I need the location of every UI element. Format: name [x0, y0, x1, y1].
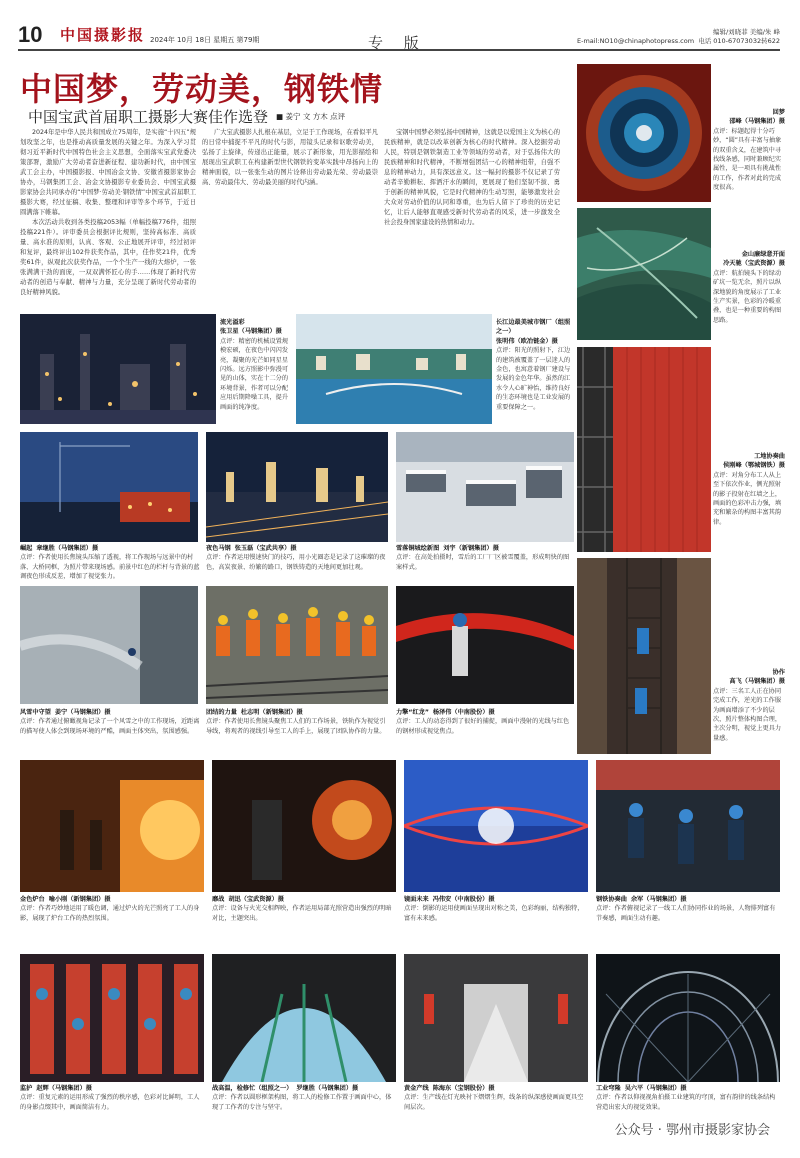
mine-aerial-icon: [577, 208, 711, 340]
caption-photo-3: 流光溢彩 张卫星（马钢集团）摄 点评：精密的机械设置规模宏硕，在夜色中闪闪发亮，凝聚的光芒如同星星闪烁。远方照影中弥漫可见的山体，实在十二分的环境背景，作者可以分配应用后期降噪工具，提升画面的纯净度。: [220, 319, 289, 411]
paragraph: 广大宝武摄影人扎根在基层，立足于工作现场，在看似平凡的日常中捕捉不平凡的时代与影，用镜头记录和讴歌劳动美，弘扬了主旋律，传递出正能量，展示了新形象，用光影描绘和展现出宝武职工在构建新型世代钢铁的变革实践中昂扬向上的精神面貌，以一张张生动的图片诠释出劳动最光荣、劳动最崇高、劳动最伟大、劳动最美丽的时代内涵。: [202, 129, 378, 186]
editors: 编辑/刘晓菲 美编/朱 峰: [712, 28, 780, 36]
caption-photo-20: 工业穹隆 吴六平（马钢集团）摄 点评：作者以仰视视角拍摄工业建筑的穹顶，富有韵律的线条结构营造出宏大的视觉效果。: [596, 1085, 776, 1111]
caption-photo-18: 战高温，检修忙（组照之一） 罗继胜（马钢集团）摄 点评：作者以圆形框架构图，将工人的检修工作置于画面中心，体现了工作者的专注与坚守。: [212, 1085, 392, 1111]
caption-photo-16: 钢铁协奏曲 余军（马钢集团）摄 点评：作者俯视记录了一线工人们协同作业的场景，人物排列富有节奏感，画面生动有趣。: [596, 896, 776, 922]
photo-golden-furnace: [20, 760, 204, 892]
photo-snow: [396, 432, 574, 542]
article-column-3: [384, 128, 560, 306]
paragraph: 2024年是中华人民共和国成立75周年，是实施“十四五”规划攻坚之年，也是推动高质量发展的关键之年。为深入学习贯彻习近平新时代中国特色社会主义思想，全面落实宝武党委决策部署，激励广大劳动者奋进新征程、建功新时代，由中国宝武工会主办，中国摄影报、中国冶金文协、安徽省摄影家协会协办，马钢集团工会、冶金文协摄影专业委员会、中国宝武摄影家协会共同承办的“中国梦·劳动美·钢铁情”中国宝武首届职工摄影大赛，经过征稿、收集、整理和评审等多个环节，于近日圆满落下帷幕。: [20, 129, 196, 216]
photo-golden-line: [404, 954, 588, 1082]
caption-photo-17: 监护 赵辉（马钢集团）摄 点评：重复元素的运用形成了强烈的秩序感，色彩对比鲜明，工人的身影点缀其中，画面简洁有力。: [20, 1085, 200, 1111]
photo-rise: [20, 432, 198, 542]
caption-photo-1: 回梦 邵峰（马钢集团）摄 点评：标题起得十分巧妙，“圆”具有丰富与抽象的双重含义，在建筑中寻找线条感，同时兼顾纪实属性，是一项具有挑战性的工作，作者对此的完成度很高。: [713, 109, 785, 192]
caption-photo-11: 力擎“红龙” 杨泽伟（中南股份）摄 点评：工人的动态得到了很好的捕捉，画面中漫射的光线与红色的钢材形成视觉焦点。: [396, 709, 570, 735]
photo-green-mine: [577, 208, 711, 340]
scaffold-wall-icon: [577, 347, 711, 552]
subheadline: 中国宝武首届职工摄影大赛佳作选登: [28, 108, 269, 126]
photo-high-temp: [212, 954, 396, 1082]
photo-guard: [20, 954, 204, 1082]
red-steel-icon: [396, 586, 574, 704]
mirror-reflection-icon: [404, 760, 588, 892]
furnace-icon: [20, 760, 204, 892]
snow-plant-icon: [396, 432, 574, 542]
ladder-workers-icon: [577, 558, 711, 754]
caption-photo-15: 镜面未来 冯伟安（中南股份）摄 点评：倒影的运用使画面呈现出对称之美，色彩绚丽，结构独特，富有未来感。: [404, 896, 584, 922]
editor-info: [577, 28, 780, 46]
caption-photo-9: 风雪中守望 姜宁（马钢集团）摄 点评：作者通过俯瞰视角记录了一个风雪之中的工作现场，近距离的描写使人体会到现场环境的严酷，画面主体突出，氛围感强。: [20, 709, 200, 735]
photo-cooperation: [577, 558, 711, 754]
photo-circle: [577, 64, 711, 202]
article-column-1: [20, 128, 196, 306]
photo-night-mg: [206, 432, 388, 542]
caption-photo-12: 协作 高飞（马钢集团）摄 点评：三名工人正在协同完成工作，逆光的工作服为画面增添了不少的层次，照片整体构图合理，主次分明，视觉上更具力量感。: [713, 669, 785, 742]
photo-red-dragon: [396, 586, 574, 704]
city-night-icon: [206, 432, 388, 542]
dateline: 2024年 10月 18日 星期五 第79期: [150, 36, 260, 44]
caption-photo-19: 黄金产线 陈海东（宝钢股份）摄 点评：生产线在灯光映衬下熠熠生辉，线条的纵深感使画面更具空间层次。: [404, 1085, 584, 1111]
caption-photo-7: 夜色马钢 张玉磊（宝武共享）摄 点评：作者运用慢速快门的技巧，用小光圈态是记录了这璀璨的夜色，高炭夜景、纷繁的路口，钢铁铸造的天地间更加壮观。: [206, 545, 386, 571]
dome-structure-icon: [596, 954, 780, 1082]
watermark: 公众号 · 鄂州市摄影家协会: [609, 1117, 776, 1140]
gauges-icon: [20, 954, 204, 1082]
article-column-2: [202, 128, 378, 306]
caption-photo-10: 团结的力量 杜志明（新钢集团）摄 点评：作者使用长焦镜头聚焦工人们的工作场景，铁轨作为视觉引导线，将观者的视线引导至工人的手上，展现了团队协作的力量。: [206, 709, 386, 735]
phone: 电话 010-67073032转622: [698, 37, 780, 45]
plant-night-icon: [20, 314, 216, 424]
crane-dusk-icon: [20, 432, 198, 542]
masthead-rule: [18, 49, 780, 51]
caption-photo-13: 金色炉台 喻小刚（新钢集团）摄 点评：作者巧妙地运用了暖色调，通过炉火的光芒照亮了工人的身影，展现了炉台工作的热烈氛围。: [20, 896, 200, 922]
page-number: 10: [18, 22, 43, 47]
photo-teamwork: [206, 586, 388, 704]
paragraph: 宝钢中国梦必须弘扬中国精神，这就是以爱国主义为核心的民族精神，就是以改革创新为核心的时代精神。深入挖掘劳动人民，特别是钢铁制造工业等领域的劳动者，对于弘扬伟大的民族精神和时代精神，不断增强团结一心的精神纽带，自强不息的精神动力，具有深远意义。这一幅封的摄影不仅记录了劳动者辛勤耕耘、挥洒汗水的瞬间，更展现了他们坚韧不拔、勇于创新的精神风貌，它是时代精神的生动写照，能够激发社会大众对劳动价值的认同和尊重，也为后人留下了珍贵的历史记忆，让后人能够直观感受新时代劳动者的风采，进一步激发全社会投身国家建设的热情和动力。: [384, 129, 560, 226]
email: E-mail:NO10@chinaphotopress.com: [577, 37, 695, 45]
tunnel-arch-icon: [212, 954, 396, 1082]
caption-photo-5: 工地协奏曲 侯刚峰（鄂城钢铁）摄 点评：对角分布工人从上至下依次作业，侧光照射的影子投射在红墙之上，画面的色彩冲击力强，填充和繁杂的构图丰富其韵律。: [713, 453, 785, 526]
fire-battle-icon: [212, 760, 396, 892]
caption-photo-14: 靡战 胡迅（宝武资源）摄 点评：设备与火光交相辉映，作者运用局部光照营造出强烈的明暗对比，主题突出。: [212, 896, 392, 922]
workers-top-icon: [596, 760, 780, 892]
photo-dome: [596, 954, 780, 1082]
snow-storm-icon: [20, 586, 198, 704]
circle-structure-icon: [577, 64, 711, 202]
photo-steel-concerto: [596, 760, 780, 892]
photo-mirror: [404, 760, 588, 892]
caption-photo-6: 崛起 章继胜（马钢集团）摄 点评：作者使用长焦镜头压缩了透视，将工作现场与远景中的村落、大桥同框，为照片带来现场感。前景中红色的栏杆与背景的蓝调夜色形成反差，增加了视觉张力。: [20, 545, 200, 580]
byline: ■ 姜宁 文 方木 点评: [276, 112, 346, 121]
riverside-icon: [296, 314, 492, 424]
photo-snow-guard: [20, 586, 198, 704]
section-label: 专 版: [368, 34, 427, 52]
photo-red-wall: [577, 347, 711, 552]
photo-battle: [212, 760, 396, 892]
photo-riverside: [296, 314, 492, 424]
photo-night-plant: [20, 314, 216, 424]
caption-photo-8: 雪落铜城绘新图 刘宇（新钢集团）摄 点评：在高处拍摄时，雪后的工厂厂区被雪覆盖，形成明快的图案样式。: [396, 545, 570, 571]
newspaper-logo: 中国摄影报: [60, 26, 146, 44]
production-line-icon: [404, 954, 588, 1082]
headline: 中国梦，劳动美，钢铁情: [20, 70, 384, 108]
paragraph: 本次活动共收到各类投稿2053幅（单幅投稿776件，组照投稿221件）。评审委员会根据评比规则，坚持高标准、高质量、高水准的原则，认真、客观、公正地展开评审，经过初评和复评，最终评出102件获奖作品，其中，佳作奖21件，优秀奖61件，纵观此次获奖作品，一个个生产一线的大熔炉，一张张满满干劲的面庞，一双双满怀匠心的手……体现了新时代劳动者的创造与奉献、精神与力量，充分呈现了新时代劳动者的良好精神风貌。: [20, 219, 196, 296]
masthead: [0, 0, 800, 58]
workers-orange-icon: [206, 586, 388, 704]
caption-photo-4: 长江边最美城市钢厂（组照之一） 张明伟（欧冶链金）摄 点评：阳光的照射下，江边的建筑被覆盖了一层迷人的金色，也寓意着钢厂建设与发展的金色年华。虽然的江水令人心旷神怡，维持良好的生态环境也是工业发展的重要保障之一。: [496, 319, 571, 411]
caption-photo-2: 金山廉绿意开面 冷天驰（宝武资源）摄 点评：航拍镜头下的绿动矿坑一览无余，照片以纵深地貌的角度展示了工业生产实景，色彩的冷暖重叠，也是一种重要的构图思路。: [713, 251, 785, 324]
